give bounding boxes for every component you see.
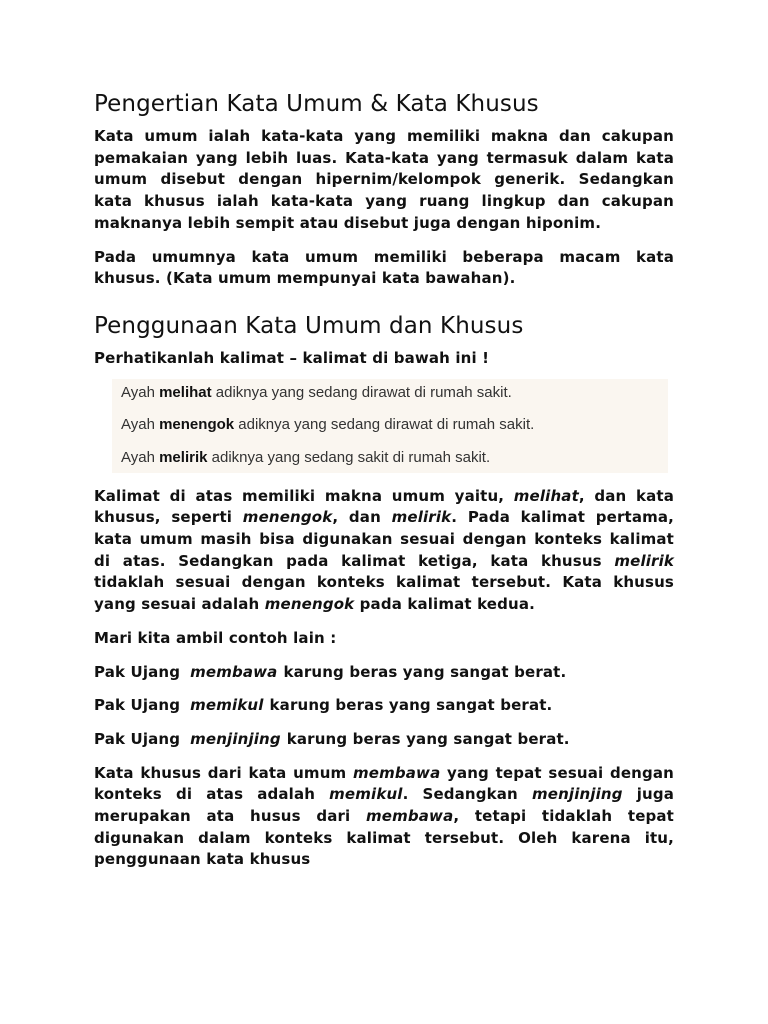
heading-pengertian: Pengertian Kata Umum & Kata Khusus — [94, 91, 539, 117]
paragraph-explanation: Kalimat di atas memiliki makna umum yaitu, melihat, dan kata khusus, seperti menengok, dan melirik. Pada kalimat pertama, kata umum masih bisa digunakan sesuai dengan konteks kalimat di atas. Sedangkan pada kalimat ketiga, kata khusus melirik tidaklah sesuai dengan konteks kalimat tersebut. Kata khusus yang sesuai adalah menengok pada kalimat kedua. — [94, 486, 674, 614]
paragraph-another-example: Mari kita ambil contoh lain : — [94, 628, 337, 647]
example-line-2: Pak Ujang memikul karung beras yang sangat berat. — [94, 696, 553, 715]
example-sentence-2: Ayah menengok adiknya yang sedang dirawat di rumah sakit. — [121, 416, 535, 434]
paragraph-definition: Kata umum ialah kata-kata yang memiliki makna dan cakupan pemakaian yang lebih luas. Kata-kata yang termasuk dalam kata umum disebut dengan hipernim/kelompok generik. Sedangkan kata khusus ialah kata-kata yang ruang lingkup dan cakupan maknanya lebih sempit atau disebut juga dengan hiponim. — [94, 127, 674, 232]
paragraph-intro: Perhatikanlah kalimat – kalimat di bawah ini ! — [94, 348, 490, 367]
example-line-1: Pak Ujang membawa karung beras yang sangat berat. — [94, 662, 567, 681]
paragraph-conclusion: Kata khusus dari kata umum membawa yang tepat sesuai dengan konteks di atas adalah memikul. Sedangkan menjinjing juga merupakan ata husus dari membawa, tetapi tidaklah tepat digunakan dalam konteks kalimat tersebut. Oleh karena itu, penggunaan kata khusus — [94, 763, 675, 869]
example-sentence-3: Ayah melirik adiknya yang sedang sakit di rumah sakit. — [121, 448, 491, 466]
paragraph-general-words: Pada umumnya kata umum memiliki beberapa macam kata khusus. (Kata umum mempunyai kata bawahan). — [94, 247, 674, 288]
heading-penggunaan: Penggunaan Kata Umum dan Khusus — [94, 312, 524, 339]
document-content — [94, 88, 674, 871]
example-sentence-1: Ayah melihat adiknya yang sedang dirawat di rumah sakit. — [121, 383, 512, 401]
example-line-3: Pak Ujang menjinjing karung beras yang sangat berat. — [94, 729, 570, 748]
example-sentences-box — [112, 379, 668, 473]
